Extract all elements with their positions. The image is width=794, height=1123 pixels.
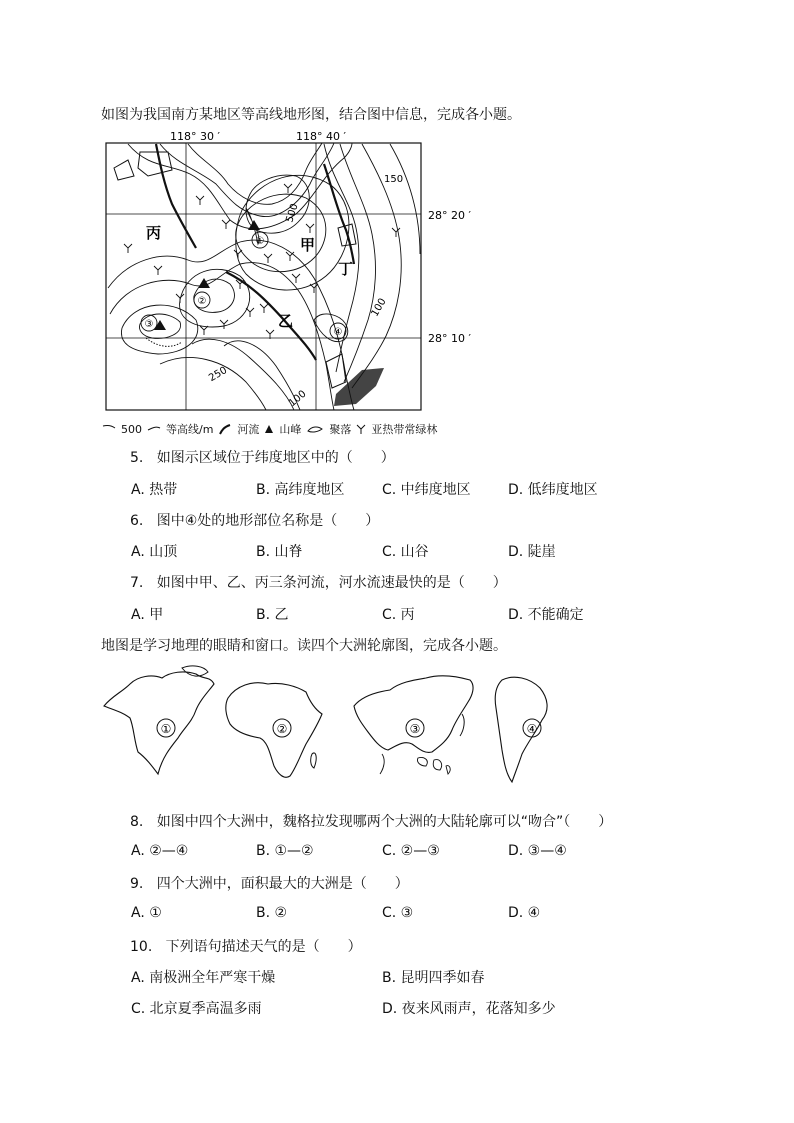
point-1-label: ① xyxy=(255,236,265,247)
intro-text-2: 地图是学习地理的眼睛和窗口。读四个大洲轮廓图，完成各小题。 xyxy=(101,638,507,654)
question-10 xyxy=(130,936,362,956)
legend-forest: 亚热带常绿林 xyxy=(371,423,438,436)
question-10-text: 下列语句描述天气的是（ ） xyxy=(165,939,362,955)
place-label-bing: 丙 xyxy=(146,224,162,242)
legend-river: 河流 xyxy=(237,423,260,436)
q9-option-c[interactable]: C. ③ xyxy=(382,905,414,921)
question-6 xyxy=(130,510,379,530)
question-9-text: 四个大洲中，面积最大的大洲是（ ） xyxy=(156,876,409,892)
madagascar-outline xyxy=(311,753,316,768)
q5-option-c[interactable]: C. 中纬度地区 xyxy=(382,482,471,498)
contour-label-150: 150 xyxy=(384,174,404,185)
settlements xyxy=(114,152,356,388)
greenland-outline xyxy=(182,666,208,676)
q10-option-d[interactable]: D. 夜来风雨声，花落知多少 xyxy=(382,1001,556,1017)
continent-3-label: ③ xyxy=(409,722,421,736)
q6-option-c[interactable]: C. 山谷 xyxy=(382,544,429,560)
point-3-label: ③ xyxy=(144,319,154,330)
question-8-number: 8. xyxy=(130,814,144,830)
asia-islands xyxy=(380,754,450,774)
question-8 xyxy=(130,811,612,831)
lon-label-2: 118° 40 ′ xyxy=(296,130,346,143)
continent-4-outline xyxy=(495,677,547,782)
q10-option-c[interactable]: C. 北京夏季高温多雨 xyxy=(131,1001,262,1017)
lat-label-2: 28° 10 ′ xyxy=(428,332,471,345)
legend-contour-sample: 500 xyxy=(121,422,142,436)
contour-map xyxy=(100,124,480,436)
question-10-number: 10. xyxy=(130,939,153,955)
q7-option-d[interactable]: D. 不能确定 xyxy=(508,607,584,623)
place-label-yi: 乙 xyxy=(278,312,294,330)
q10-option-a[interactable]: A. 南极洲全年严寒干燥 xyxy=(131,970,276,986)
question-7 xyxy=(130,572,507,592)
legend-settlement: 聚落 xyxy=(329,423,352,436)
question-9-number: 9. xyxy=(130,876,144,892)
q6-option-d[interactable]: D. 陡崖 xyxy=(508,544,556,560)
contour-label-500: 500 xyxy=(284,202,301,224)
intro-text-1: 如图为我国南方某地区等高线地形图，结合图中信息，完成各小题。 xyxy=(101,107,521,123)
point-4-label: ④ xyxy=(333,327,343,338)
continent-1-label: ① xyxy=(160,722,172,736)
contour-label-250: 250 xyxy=(207,364,230,385)
contour-sample-icon xyxy=(102,424,116,434)
point-2-label: ② xyxy=(197,296,207,307)
contour-label-100-south: 100 xyxy=(286,388,309,410)
q9-option-b[interactable]: B. ② xyxy=(256,905,288,921)
q8-option-c[interactable]: C. ②—③ xyxy=(382,843,440,859)
question-8-text: 如图中四个大洲中，魏格拉发现哪两个大洲的大陆轮廓可以“吻合”（ ） xyxy=(156,814,613,830)
question-5 xyxy=(130,447,395,467)
question-7-number: 7. xyxy=(130,575,144,591)
question-5-text: 如图示区域位于纬度地区中的（ ） xyxy=(156,450,395,466)
question-6-number: 6. xyxy=(130,513,144,529)
settlement-filled xyxy=(334,368,384,406)
legend-contour: 等高线/m xyxy=(166,423,214,436)
legend-peak: 山峰 xyxy=(279,423,302,436)
q6-option-b[interactable]: B. 山脊 xyxy=(256,544,303,560)
peak-icon xyxy=(264,424,274,434)
lon-label-1: 118° 30 ′ xyxy=(170,130,220,143)
question-6-text: 图中④处的地形部位名称是（ ） xyxy=(156,513,380,529)
q7-option-c[interactable]: C. 丙 xyxy=(382,607,415,623)
hatched-contour xyxy=(146,338,182,346)
forest-icon xyxy=(356,423,366,435)
continents-figure xyxy=(100,662,600,784)
question-9 xyxy=(130,873,409,893)
q8-option-a[interactable]: A. ②—④ xyxy=(131,843,189,859)
place-label-jia: 甲 xyxy=(300,236,316,254)
q8-option-b[interactable]: B. ①—② xyxy=(256,843,314,859)
q7-option-b[interactable]: B. 乙 xyxy=(256,607,289,623)
river-icon xyxy=(218,423,232,435)
map-legend xyxy=(102,421,437,437)
q9-option-d[interactable]: D. ④ xyxy=(508,905,541,921)
settlement-icon xyxy=(306,424,324,434)
question-5-number: 5. xyxy=(130,450,144,466)
contour-line-sample-icon xyxy=(147,424,161,434)
q6-option-a[interactable]: A. 山顶 xyxy=(131,544,178,560)
continent-4-label: ④ xyxy=(526,722,538,736)
q10-option-b[interactable]: B. 昆明四季如春 xyxy=(382,970,485,986)
contour-label-100-east: 100 xyxy=(369,296,389,319)
q5-option-d[interactable]: D. 低纬度地区 xyxy=(508,482,598,498)
continent-2-outline xyxy=(226,683,322,778)
q8-option-d[interactable]: D. ③—④ xyxy=(508,843,567,859)
q7-option-a[interactable]: A. 甲 xyxy=(131,607,164,623)
place-label-ding: 丁 xyxy=(338,260,354,278)
q5-option-a[interactable]: A. 热带 xyxy=(131,482,178,498)
lat-label-1: 28° 20 ′ xyxy=(428,209,471,222)
q9-option-a[interactable]: A. ① xyxy=(131,905,162,921)
continent-3-outline xyxy=(354,676,473,753)
question-7-text: 如图中甲、乙、丙三条河流，河水流速最快的是（ ） xyxy=(156,575,507,591)
japan-outline xyxy=(460,714,464,736)
continent-2-label: ② xyxy=(276,722,288,736)
q5-option-b[interactable]: B. 高纬度地区 xyxy=(256,482,345,498)
